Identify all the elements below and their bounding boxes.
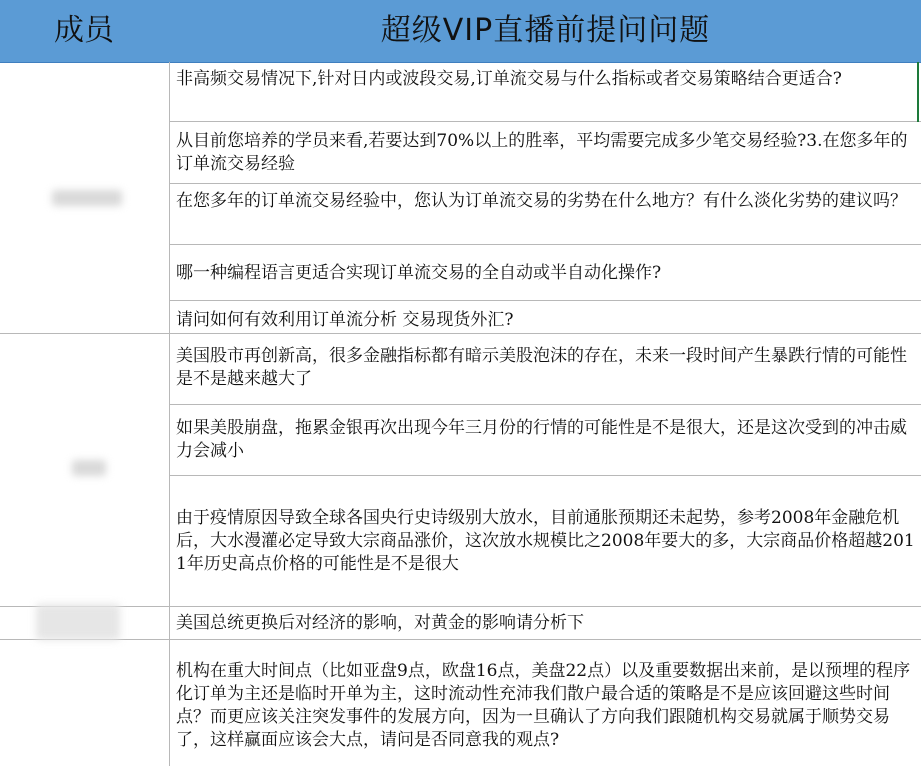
question-cell[interactable]: 机构在重大时间点（比如亚盘9点，欧盘16点，美盘22点）以及重要数据出来前，是以预埋的程序化订单为主还是临时开单为主，这时流动性充沛我们散户最合适的策略是不是应该回避这些时间点？而更应该关注突发事件的发展方向，因为一旦确认了方向我们跟随机构交易就属于顺势交易了，这样赢面应该会大点，请问是否同意我的观点? bbox=[176, 661, 911, 750]
member-name-redacted bbox=[72, 460, 106, 476]
row-border bbox=[0, 333, 921, 334]
cell-border bbox=[169, 244, 921, 245]
question-cell[interactable]: 从目前您培养的学员来看,若要达到70%以上的胜率，平均需要完成多少笔交易经验?3.在您多年的订单流交易经验 bbox=[176, 131, 908, 174]
cell-border bbox=[169, 475, 921, 476]
question-cell[interactable]: 哪一种编程语言更适合实现订单流交易的全自动或半自动化操作? bbox=[176, 263, 662, 283]
header-row bbox=[0, 0, 921, 63]
column-divider bbox=[169, 62, 170, 766]
questions-column-header: 超级VIP直播前提问问题 bbox=[380, 13, 711, 48]
row-border bbox=[0, 639, 921, 640]
question-cell[interactable]: 在您多年的订单流交易经验中，您认为订单流交易的劣势在什么地方？有什么淡化劣势的建议吗？ bbox=[176, 191, 907, 211]
question-cell[interactable]: 如果美股崩盘，拖累金银再次出现今年三月份的行情的可能性是不是很大，还是这次受到的冲击威力会减小 bbox=[176, 418, 907, 461]
question-cell[interactable]: 美国股市再创新高，很多金融指标都有暗示美股泡沫的存在，未来一段时间产生暴跌行情的可能性是不是越来越大了 bbox=[176, 346, 907, 389]
cell-border bbox=[169, 300, 921, 301]
cell-border bbox=[169, 404, 921, 405]
question-cell[interactable]: 非高频交易情况下,针对日内或波段交易,订单流交易与什么指标或者交易策略结合更适合? bbox=[176, 69, 842, 89]
question-cell[interactable]: 美国总统更换后对经济的影响，对黄金的影响请分析下 bbox=[176, 613, 584, 633]
selected-cell-edge bbox=[917, 62, 919, 122]
row-border bbox=[0, 606, 921, 607]
cell-border bbox=[169, 183, 921, 184]
member-name-redacted bbox=[52, 190, 122, 206]
question-cell[interactable]: 请问如何有效利用订单流分析 交易现货外汇? bbox=[176, 310, 514, 330]
member-column-header: 成员 bbox=[54, 13, 114, 48]
cell-border bbox=[169, 121, 921, 122]
question-cell[interactable]: 由于疫情原因导致全球各国央行史诗级别大放水，目前通胀预期还未起势，参考2008年金融危机后，大水漫灌必定导致大宗商品涨价，这次放水规模比之2008年要大的多，大宗商品价格超越2011年历史高点价格的可能性是不是很大 bbox=[176, 508, 915, 574]
member-name-redacted bbox=[36, 604, 120, 640]
